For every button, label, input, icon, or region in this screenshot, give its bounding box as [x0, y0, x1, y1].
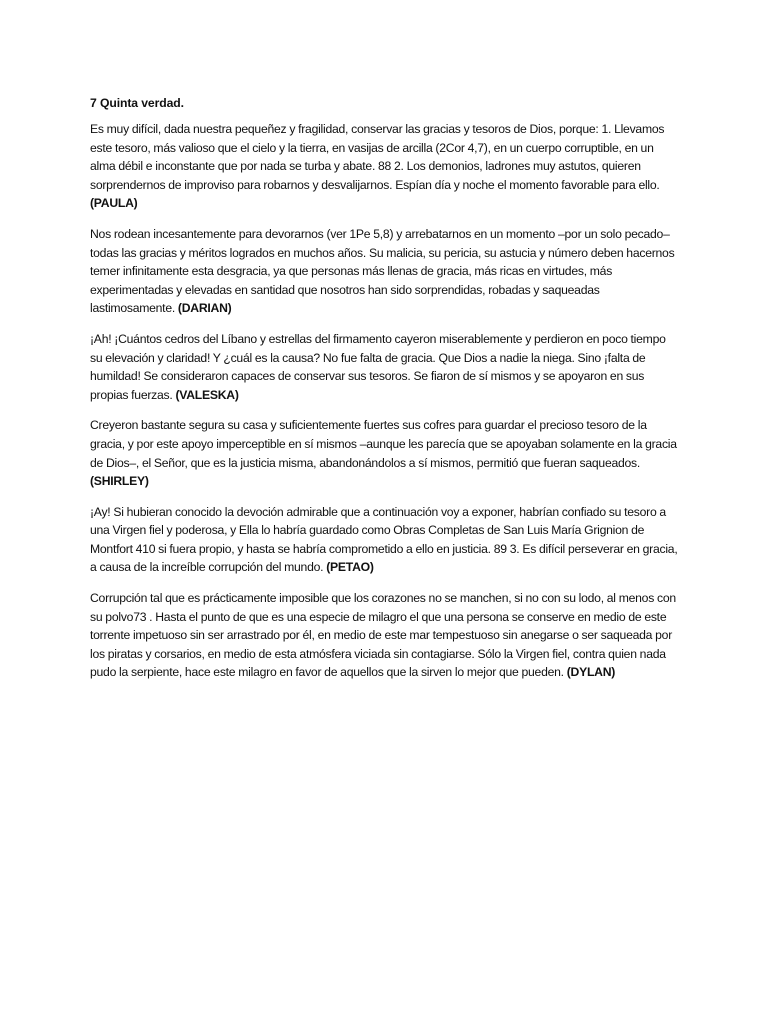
paragraph-text: ¡Ay! Si hubieran conocido la devoción admirable que a continuación voy a exponer, habrían confiado su tesoro a una Virgen fiel y poderosa, y Ella lo habría guardado como Obras Completas de San Luis María Grignion de Montfort 410 si fuera propio, y hasta se habría comprometido a ello en justicia. 89 3. Es difícil perseverar en gracia, a causa de la increíble corrupción del mundo.: [90, 504, 678, 575]
document-page: [90, 94, 680, 694]
paragraph-text: Creyeron bastante segura su casa y suficientemente fuertes sus cofres para guardar el precioso tesoro de la gracia, y por este apoyo imperceptible en sí mismos –aunque les parecía que se apoyaban solamente en la gracia de Dios–, el Señor, que es la justicia misma, abandonándolos a sí mismos, permitió que fueran saqueados.: [90, 418, 677, 470]
paragraph-text: Nos rodean incesantemente para devorarnos (ver 1Pe 5,8) y arrebatarnos en un momento –por un solo pecado– todas las gracias y méritos logrados en muchos años. Su malicia, su pericia, su astucia y número deben hacernos temer infinitamente esta desgracia, ya que personas más llenas de gracia, más ricas en virtudes, más experimentadas y elevadas en santidad que nosotros han sido sorprendidas, robadas y saqueadas lastimosamente.: [90, 226, 675, 316]
speaker-label: (DYLAN): [566, 665, 616, 680]
paragraph-dylan: [90, 589, 680, 682]
speaker-label: (PETAO): [326, 560, 374, 575]
speaker-label: (DARIAN): [177, 301, 232, 316]
paragraph-text: ¡Ah! ¡Cuántos cedros del Líbano y estrellas del firmamento cayeron miserablemente y perdieron en poco tiempo su elevación y claridad! Y ¿cuál es la causa? No fue falta de gracia. Que Dios a nadie la niega. Sino ¡falta de humildad! Se consideraron capaces de conservar sus tesoros. Se fiaron de sí mismos y se apoyaron en sus propias fuerzas.: [90, 331, 666, 402]
paragraph-valeska: [90, 330, 680, 404]
speaker-label: (PAULA): [90, 196, 138, 211]
section-heading: 7 Quinta verdad.: [90, 96, 184, 110]
paragraph-paula: [90, 120, 680, 213]
paragraph-text: Corrupción tal que es prácticamente imposible que los corazones no se manchen, si no con su lodo, al menos con su polvo73 . Hasta el punto de que es una especie de milagro el que una persona se conserve en medio de este torrente impetuoso sin ser arrastrado por él, en medio de este mar tempestuoso sin anegarse o ser saqueada por los piratas y corsarios, en medio de esta atmósfera viciada sin contagiarse. Sólo la Virgen fiel, contra quien nada pudo la serpiente, hace este milagro en favor de aquellos que la sirven lo mejor que pueden.: [90, 591, 676, 680]
paragraph-shirley: [90, 416, 680, 490]
paragraph-text: Es muy difícil, dada nuestra pequeñez y fragilidad, conservar las gracias y tesoros de Dios, porque: 1. Llevamos este tesoro, más valioso que el cielo y la tierra, en vasijas de arcilla (2Cor 4,7), en un cuerpo corruptible, en un alma débil e inconstante que por nada se turba y abate. 88 2. Los demonios, ladrones muy astutos, quieren sorprendernos de improviso para robarnos y desvalijarnos. Espían día y noche el momento favorable para ello.: [90, 122, 665, 192]
speaker-label: (SHIRLEY): [90, 474, 149, 489]
paragraph-darian: [90, 225, 680, 318]
paragraph-petao: [90, 503, 680, 577]
speaker-label: (VALESKA): [175, 387, 239, 402]
